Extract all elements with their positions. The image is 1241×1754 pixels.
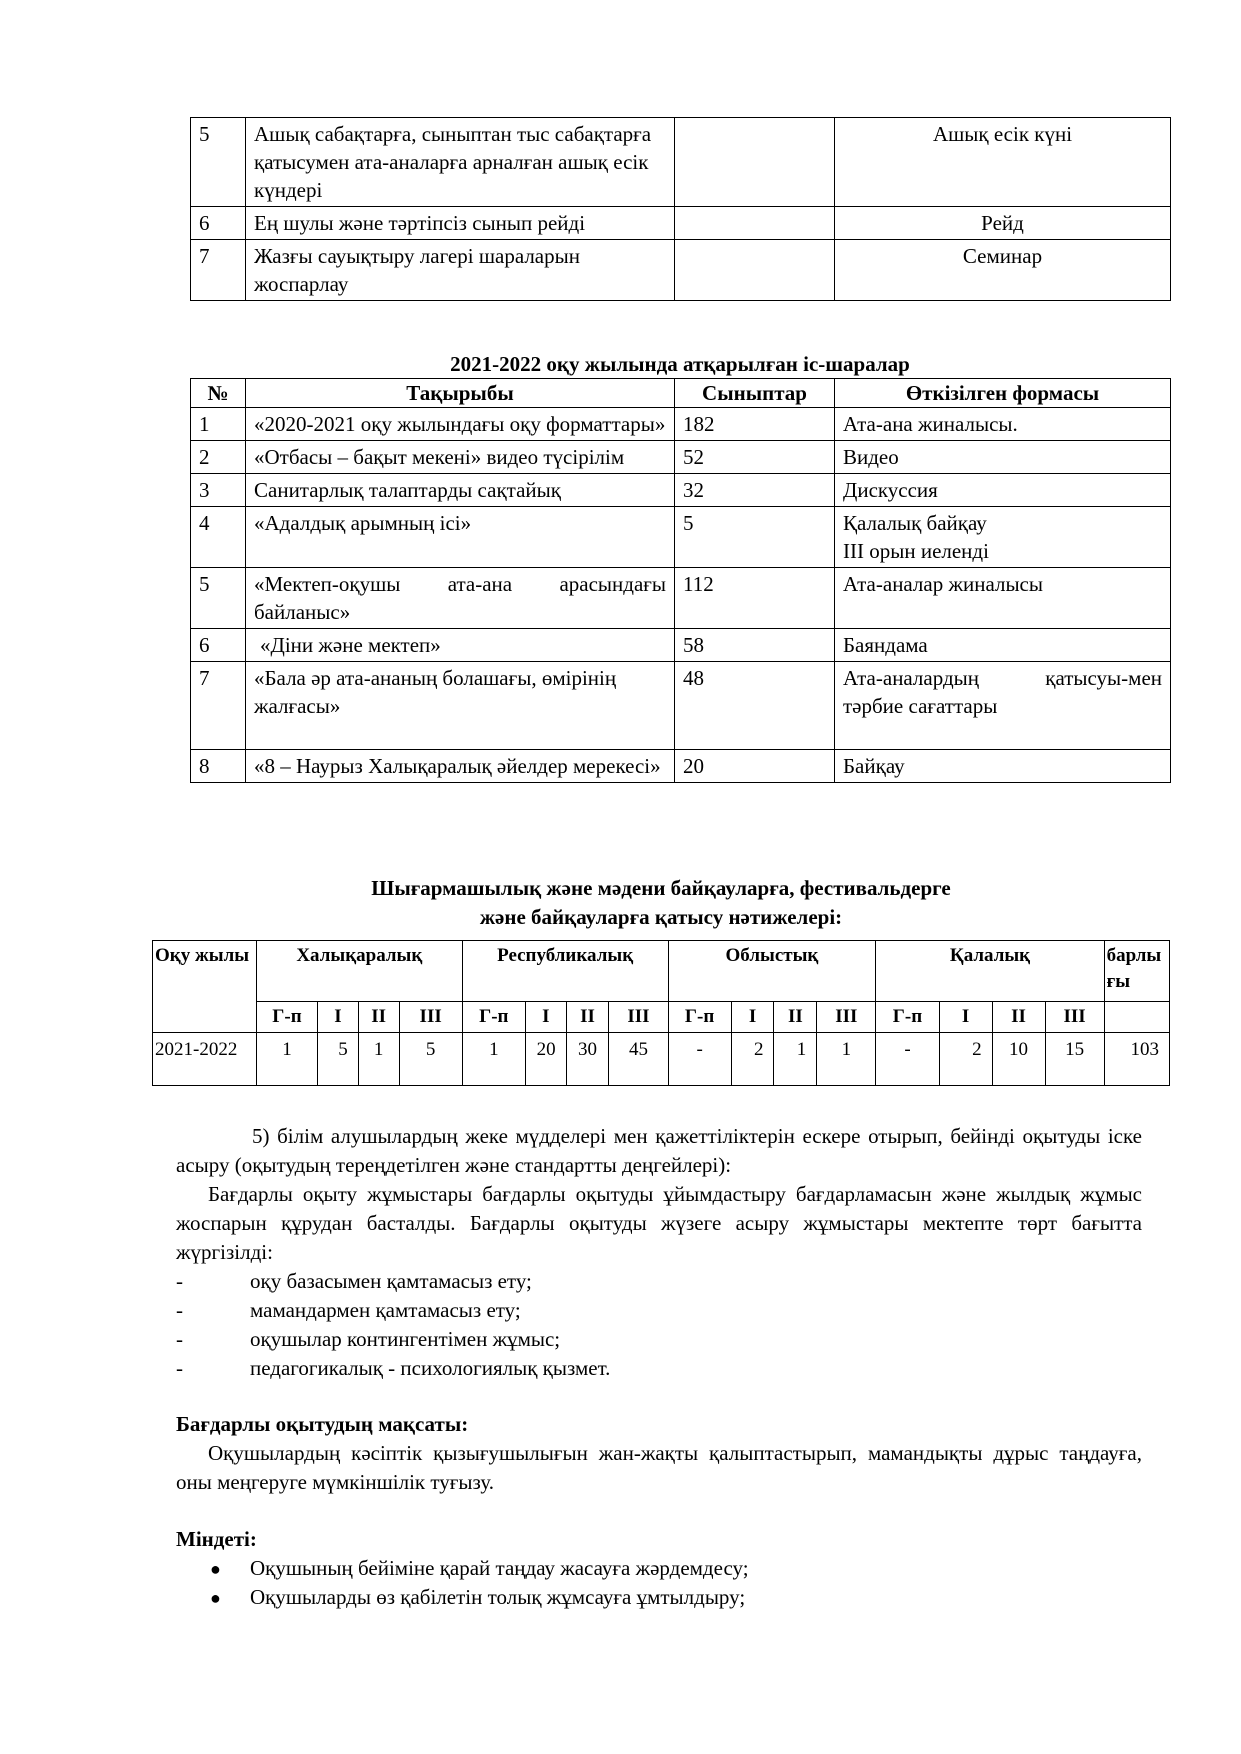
section-title-results-2: және байқауларға қатысу нәтижелері: (479, 905, 843, 929)
table-row: 6 Ең шулы және тәртіпсіз сынып рейді Рейд (191, 207, 1171, 240)
table-row: 3 Санитарлық талаптарды сақтайық 32 Дискуссия (191, 474, 1171, 507)
section-title-events: 2021-2022 оқу жылында атқарылған іс-шаралар (450, 352, 910, 376)
table-row: 7 Жазғы сауықтыру лагері шараларын жоспарлау Семинар (191, 240, 1171, 301)
paragraph-profile-education: 5) білім алушылардың жеке мүдделері мен қажеттіліктерін ескере отырып, бейінді оқытуды іске асыру (оқытудың тереңдетілген және стандартты деңгейлері): (176, 1124, 1142, 1177)
task-heading: Міндеті: (176, 1527, 257, 1551)
table-row: 7 «Бала әр ата-ананың болашағы, өмірінің жалғасы» 48 Ата-аналардың қатысуы-мен тәрбие сағаттары (191, 662, 1171, 750)
table-row: 6 «Діни және мектеп» 58 Баяндама (191, 629, 1171, 662)
table-subheader-row: Г-п І ІІ ІІІ Г-п І ІІ ІІІ Г-п І ІІ ІІІ Г-п І ІІ ІІІ (153, 1002, 1170, 1033)
results-table (152, 940, 1170, 1086)
table-row: 8 «8 – Наурыз Халықаралық әйелдер мерекесі» 20 Байқау (191, 750, 1171, 783)
events-table-continued (190, 117, 1171, 301)
goal-heading: Бағдарлы оқытудың мақсаты: (176, 1412, 469, 1436)
table-row: 5 Ашық сабақтарға, сыныптан тыс сабақтарға қатысумен ата-аналарға арналған ашық есік күндері Ашық есік күні (191, 118, 1171, 207)
table-row: 1 «2020-2021 оқу жылындағы оқу форматтары» 182 Ата-ана жиналысы. (191, 408, 1171, 441)
table-header-row: Оқу жылы Халықаралық Республикалық Облыстық Қалалық барлығы (153, 941, 1170, 1002)
dash-item: - педагогикалық - психологиялық қызмет. (176, 1356, 611, 1380)
dash-item: - оқушылар контингентімен жұмыс; (176, 1327, 561, 1351)
table-row: 2021-2022 1 5 1 5 1 20 30 45 - 2 1 1 - 2 10 15 103 (153, 1033, 1170, 1086)
bullet-item: ● Оқушының бейіміне қарай таңдау жасауға жәрдемдесу; (210, 1556, 749, 1580)
dash-item: - оқу базасымен қамтамасыз ету; (176, 1269, 532, 1293)
bullet-item: ● Оқушыларды өз қабілетін толық жұмсауға ұмтылдыру; (210, 1585, 746, 1609)
section-title-results-1: Шығармашылық және мәдени байқауларға, фестивальдерге (371, 876, 951, 900)
paragraph-profile-work: Бағдарлы оқыту жұмыстары бағдарлы оқытуды ұйымдастыру бағдарламасын және жылдық жұмыс жоспарын құрудан басталды. Бағдарлы оқытуды жүзеге асыру жұмыстары мектепте төрт бағытта жүргізілді: (176, 1182, 1142, 1264)
table-row: 4 «Адалдық арымның ісі» 5 Қалалық байқау ІІІ орын иеленді (191, 507, 1171, 568)
goal-paragraph: Оқушылардың кәсіптік қызығушылығын жан-жақты қалыптастырып, мамандықты дұрыс таңдауға, оны меңгеруге мүмкіншілік туғызу. (176, 1441, 1142, 1494)
table-row: 5 «Мектеп-оқушы ата-ана арасындағы байланыс» 112 Ата-аналар жиналысы (191, 568, 1171, 629)
dash-item: - мамандармен қамтамасыз ету; (176, 1298, 521, 1322)
events-table (190, 378, 1171, 783)
table-header-row: № Тақырыбы Сыныптар Өткізілген формасы (191, 379, 1171, 408)
table-row: 2 «Отбасы – бақыт мекені» видео түсірілім 52 Видео (191, 441, 1171, 474)
